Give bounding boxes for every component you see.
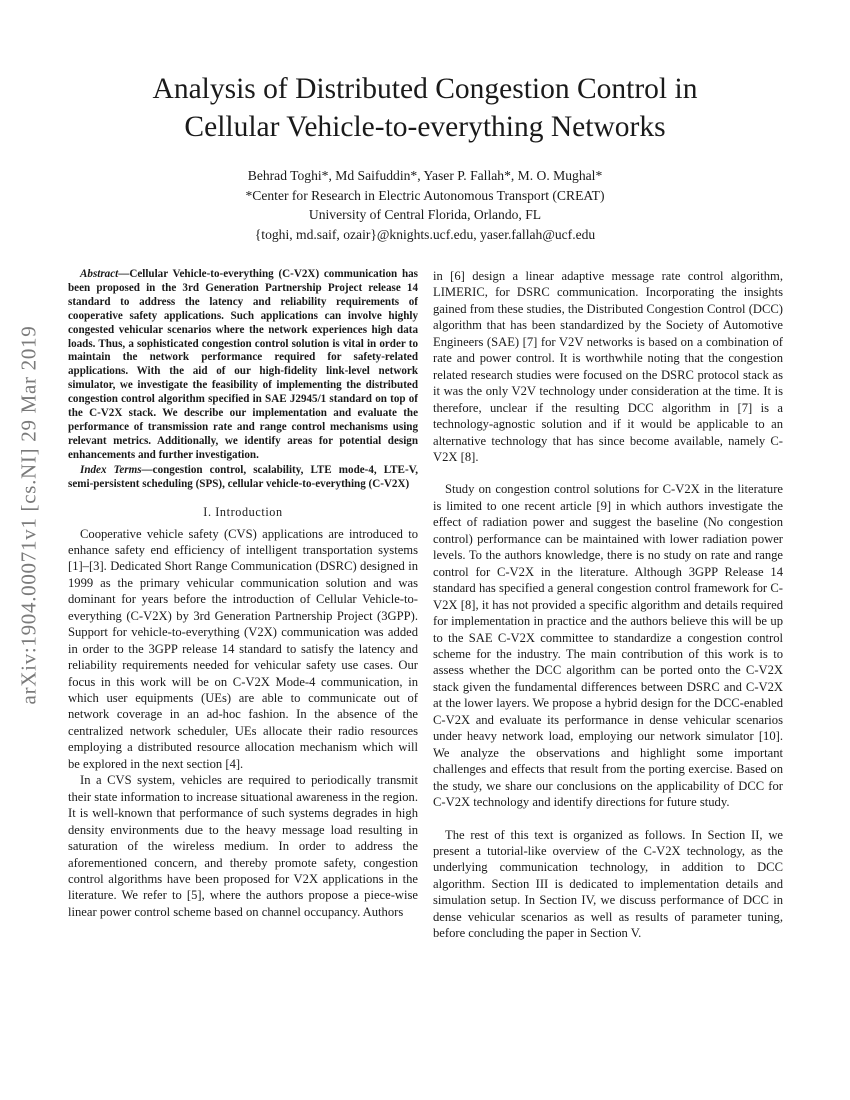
arxiv-sidebar [4,270,54,760]
abstract-label: Abstract [80,268,119,280]
paper-title [60,70,790,146]
author-affiliation: *Center for Research in Electric Autonomous Transport (CREAT) [245,187,605,203]
intro-paragraph-1: Cooperative vehicle safety (CVS) applications are introduced to enhance safety end efficiency of intelligent transportation systems [1]–[3]. Dedicated Short Range Communication (DSRC) designed in 1999 as the primary vehicular communication solution and was dominant for years before the introduction of Cellular Vehicle-to-everything (C-V2X) by 3rd Generation Partnership Project (3GPP). Support for vehicle-to-everything (V2X) communication was added in order to the 3GPP release 14 standard to satisfy the latency and reliability requirements needed for vehicular safety use cases. Our focus in this work will be on C-V2X Mode-4 communication, in which user equipments (UEs) are able to communicate out of network coverage in an ad-hoc fashion. In the absence of the centralized network scheduler, UEs allocate their radio resources employing a distributed resource allocation mechanism which will be explored in the next section [4]. [68,526,418,771]
index-terms-text: —congestion control, scalability, LTE mode-4, LTE-V, semi-persistent scheduling (SPS), cellular vehicle-to-everything (C-V2X) [68,463,418,490]
paragraph-gap [433,465,783,481]
author-block [100,166,750,244]
right-column [433,268,783,942]
paper-title-line-1: Analysis of Distributed Congestion Control in [152,73,698,105]
arxiv-identifier: arXiv:1904.00071v1 [cs.NI] 29 Mar 2019 [16,325,41,705]
abstract-text: —Cellular Vehicle-to-everything (C-V2X) communication has been proposed in the 3rd Generation Partnership Project release 14 standard to address the latency and reliability requirements of cooperative safety applications. Such applications can involve highly congested vehicular scenarios where the network experiences high data loads. Thus, a sophisticated congestion control solution is vital in order to maintain the network performance required for safety-related applications. With the aid of our high-fidelity link-level network simulator, we investigate the feasibility of implementing the distributed congestion control algorithm specified in SAE J2945/1 standard on top of the C-V2X stack. We describe our implementation and evaluate the performance of transmission rate and range control mechanisms using relevant metrics. Additionally, we identify areas for potential design enhancements and further investigation. [68,268,418,461]
paragraph-gap [433,811,783,827]
index-terms [68,464,418,492]
intro-paragraph-3: in [6] design a linear adaptive message rate control algorithm, LIMERIC, for DSRC communication. Incorporating the insights gained from these studies, the Distributed Congestion Control (DCC) algorithm that has been standardized by the Society of Automotive Engineers (SAE) [7] for V2V networks is based on a combination of rate and power control. It is worthwhile noting that the congestion related research studies were focused on the DSRC protocol stack as it was the only V2V technology under consideration at the time. It is therefore, unclear if the resulting DCC algorithm in [7] is a technology-agnostic solution and if it would be applicable to an alternative technology that has since become available, namely C-V2X [8]. [433,269,783,464]
author-university: University of Central Florida, Orlando, FL [308,207,542,222]
left-column [68,268,418,920]
paper-title-line-2: Cellular Vehicle-to-everything Networks [184,111,666,143]
intro-paragraph-4: Study on congestion control solutions for C-V2X in the literature is limited to one recent article [9] in which authors investigate the effect of radiation power and suggest the baseline (No congestion control) performance can be maintained with lower radiation power levels. To the authors knowledge, there is no study on rate and range control for C-V2X in the literature. Although 3GPP Release 14 standard has specified a general congestion control framework for C-V2X [8], it has not provided a specific algorithm and details required for implementation in practice and the authors believe this will be up to the SAE C-V2X committee to standardize a congestion control scheme for the industry. The main contribution of this work is to assess whether the DCC algorithm can be ported onto the C-V2X stack given the fundamental differences between DSRC and C-V2X at the lower layers. We propose a hybrid design for the DCC-enabled C-V2X and evaluate its performance in dense vehicular scenarios under heavy network load, employing our network simulator [10]. We analyze the observations and highlight some important challenges and effects that result from the porting exercise. Based on the study, we share our conclusions on the applicability of DCC for C-V2X technology and identify directions for future study. [433,482,783,810]
abstract [68,268,418,463]
intro-paragraph-2: In a CVS system, vehicles are required to periodically transmit their state information to increase situational awareness in the region. It is well-known that performance of such systems degrades in high density environments due to the heavy message load resulting in saturation of the wireless medium. In order to address the aforementioned concern, and thereby promote safety, congestion control algorithms have been proposed for V2X applications in the literature. We refer to [5], where the authors propose a piece-wise linear power control scheme based on channel occupancy. Authors [68,773,418,919]
section-heading-introduction: I. Introduction [203,504,283,519]
author-names: Behrad Toghi*, Md Saifuddin*, Yaser P. Fallah*, M. O. Mughal* [247,168,603,183]
index-terms-label: Index Terms [80,463,142,476]
author-emails: {toghi, md.saif, ozair}@knights.ucf.edu, yaser.fallah@ucf.edu [254,226,596,242]
intro-paragraph-5: The rest of this text is organized as follows. In Section II, we present a tutorial-like overview of the C-V2X technology, as the underlying communication technology, in addition to DCC algorithm. Section III is dedicated to implementation details and simulation setup. In Section IV, we discuss performance of DCC in dense vehicular scenarios as well as results of parameter tuning, before concluding the paper in Section V. [433,827,783,941]
